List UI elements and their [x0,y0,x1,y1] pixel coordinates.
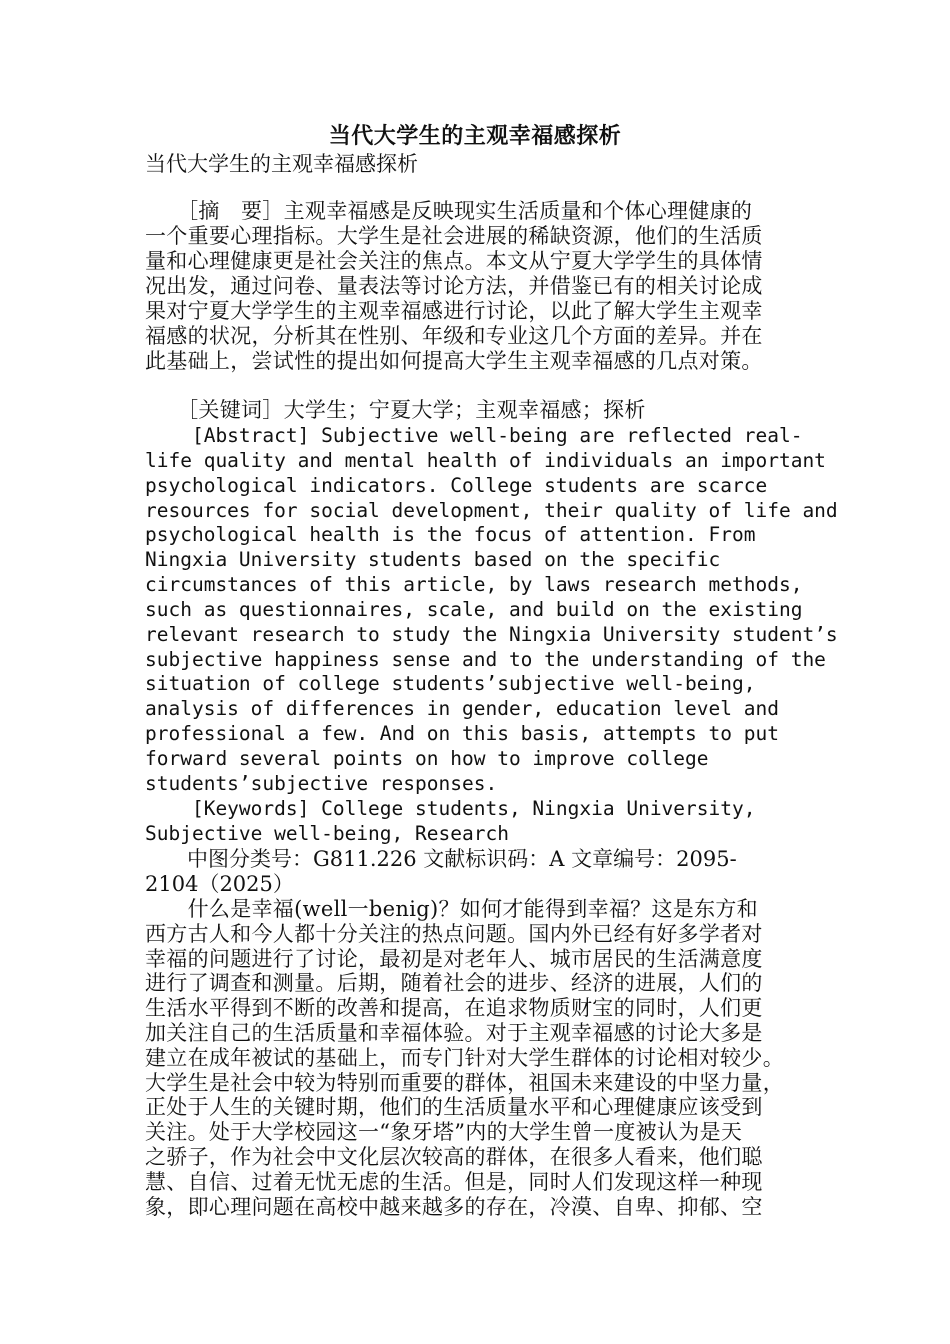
classification-info [145,847,805,897]
abstract-en-line: psychological health is the focus of attention. From [145,523,756,547]
abstract-en-line: life quality and mental health of individuals an important [145,448,826,472]
body-line: 西方古人和今人都十分关注的热点问题。国内外已经有好多学者对 [145,921,763,946]
keywords-cn-line: ［关键词］大学生；宁夏大学；主观幸福感；探析 [145,398,646,422]
body-text [145,897,805,1219]
body-line: 大学生是社会中较为特别而重要的群体，祖国未来建设的中坚力量， [145,1070,784,1095]
abstract-en-line: students’subjective responses. [145,771,498,795]
abstract-cn-line: 福感的状况，分析其在性别、年级和专业这几个方面的差异。并在 [145,324,763,348]
body-line: 象，即心理问题在高校中越来越多的存在，冷漠、自卑、抑郁、空 [145,1194,763,1219]
abstract-cn [145,199,805,374]
abstract-cn-line: ［摘 要］主观幸福感是反映现实生活质量和个体心理健康的 [145,199,753,223]
abstract-en-line: circumstances of this article, by laws research methods, [145,573,803,597]
classification-line: 中图分类号：G811.226 文献标识码：A 文章编号：2095- [145,847,737,871]
abstract-en-line: analysis of differences in gender, education level and [145,697,779,721]
abstract-cn-line: 况出发，通过问卷、量表法等讨论方法，并借鉴已有的相关讨论成 [145,274,763,298]
abstract-cn-line: 此基础上，尝试性的提出如何提高大学生主观幸福感的几点对策。 [145,349,763,373]
document-title: 当代大学生的主观幸福感探析 [328,123,622,149]
abstract-en-line: such as questionnaires, scale, and build on the existing [145,597,803,621]
document-subtitle: 当代大学生的主观幸福感探析 [145,152,418,176]
abstract-en-line: Ningxia University students based on the specific [145,548,721,572]
body-line: 关注。处于大学校园这一“象牙塔”内的大学生曾一度被认为是天 [145,1120,743,1145]
body-line: 之骄子，作为社会中文化层次较高的群体，在很多人看来，他们聪 [145,1144,763,1169]
abstract-en-line: subjective happiness sense and to the understanding of the [145,647,826,671]
body-line: 慧、自信、过着无忧无虑的生活。但是，同时人们发现这样一种现 [145,1169,763,1194]
abstract-en-line: resources for social development, their quality of life and [145,498,838,522]
abstract-en-line: relevant research to study the Ningxia University student’s [145,622,838,646]
abstract-en-line: [Abstract] Subjective well-being are reflected real- [145,424,803,447]
body-line: 幸福的问题进行了讨论，最初是对老年人、城市居民的生活满意度 [145,946,763,971]
body-line: 加关注自己的生活质量和幸福体验。对于主观幸福感的讨论大多是 [145,1020,763,1045]
abstract-cn-line: 量和心理健康更是社会关注的焦点。本文从宁夏大学学生的具体情 [145,249,763,273]
keywords-en-line: [Keywords] College students, Ningxia University, [145,796,756,820]
body-line: 正处于人生的关键时期，他们的生活质量水平和心理健康应该受到 [145,1095,763,1120]
keywords-en-line: Subjective well-being, Research [145,821,509,845]
abstract-en [145,424,838,846]
abstract-cn-line: 一个重要心理指标。大学生是社会进展的稀缺资源，他们的生活质 [145,224,763,248]
keywords-cn [145,398,805,423]
abstract-en-line: forward several points on how to improve college [145,746,709,770]
abstract-en-line: psychological indicators. College students are scarce [145,473,768,497]
classification-line: 2104（2025） [145,871,294,896]
body-line: 建立在成年被试的基础上，而专门针对大学生群体的讨论相对较少。 [145,1045,784,1070]
body-line: 进行了调查和测量。后期，随着社会的进步、经济的进展，人们的 [145,971,763,996]
abstract-cn-line: 果对宁夏大学学生的主观幸福感进行讨论，以此了解大学生主观幸 [145,299,763,323]
body-line: 什么是幸福(well一benig)？如何才能得到幸福？这是东方和 [145,897,758,921]
body-line: 生活水平得到不断的改善和提高，在追求物质财宝的同时，人们更 [145,996,763,1021]
abstract-en-line: professional a few. And on this basis, attempts to put [145,722,779,746]
abstract-en-line: situation of college students’subjective well-being, [145,672,756,696]
